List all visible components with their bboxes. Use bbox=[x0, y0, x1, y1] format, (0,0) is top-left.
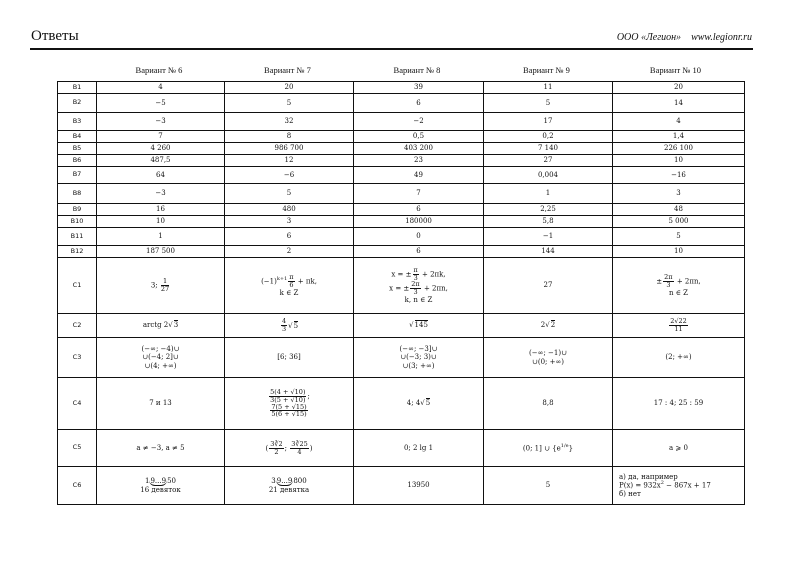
math-text: ∪(−4; 2]∪ bbox=[142, 353, 179, 362]
answer-cell: 4 bbox=[97, 82, 225, 94]
answer-cell bbox=[97, 258, 225, 314]
math-text: (−∞; −1)∪ bbox=[529, 349, 567, 358]
answer-cell: 5 bbox=[225, 94, 354, 113]
answer-cell bbox=[354, 338, 484, 378]
answer-line bbox=[100, 353, 221, 361]
answer-cell: 1 bbox=[97, 228, 225, 246]
answer-cell: 0 bbox=[354, 228, 484, 246]
page-title: Ответы bbox=[31, 28, 79, 44]
radicand: 5 bbox=[425, 399, 431, 408]
math-text: k ∈ Z bbox=[279, 288, 299, 297]
answer-cell: 11 bbox=[484, 82, 613, 94]
math-text: (−1) bbox=[261, 277, 277, 286]
answer-line bbox=[357, 267, 480, 282]
answer-cell bbox=[484, 430, 613, 467]
table-row bbox=[58, 94, 745, 113]
answer-cell: −3 bbox=[97, 184, 225, 204]
math-text: 1 bbox=[145, 476, 150, 485]
answer-cell: 32 bbox=[225, 113, 354, 131]
answer-cell: 12 bbox=[225, 155, 354, 167]
answer-cell: 64 bbox=[97, 167, 225, 184]
denominator: 3 bbox=[413, 288, 418, 297]
answer-line bbox=[228, 477, 350, 486]
answer-cell bbox=[225, 467, 354, 505]
table-row bbox=[58, 82, 745, 94]
math-text: ( bbox=[265, 444, 269, 452]
answer-cell: 17 bbox=[484, 113, 613, 131]
fraction bbox=[669, 318, 688, 333]
answer-cell: 2 bbox=[225, 246, 354, 258]
answer-cell: 7 и 13 bbox=[97, 378, 225, 430]
math-text: n ∈ Z bbox=[668, 288, 688, 297]
answer-line bbox=[616, 274, 741, 289]
answer-cell: 7 bbox=[354, 184, 484, 204]
math-text: 3; bbox=[150, 281, 160, 290]
answer-cell bbox=[97, 338, 225, 378]
answer-cell: 3 bbox=[613, 184, 745, 204]
answer-cell: 6 bbox=[354, 94, 484, 113]
answer-cell: 187 500 bbox=[97, 246, 225, 258]
math-text: ± bbox=[656, 277, 663, 286]
column-header-variant: Вариант № 6 bbox=[135, 65, 183, 75]
answer-cell: 480 bbox=[225, 204, 354, 216]
fraction bbox=[413, 267, 419, 282]
answer-cell bbox=[484, 338, 613, 378]
denominator: 5(6 + √15) bbox=[271, 410, 307, 419]
table-row bbox=[58, 204, 745, 216]
square-root bbox=[420, 399, 430, 407]
task-label: C4 bbox=[58, 378, 97, 430]
column-header-variant: Вариант № 7 bbox=[264, 65, 311, 75]
math-text: + 2πk, bbox=[419, 270, 446, 279]
answer-cell: a ⩾ 0 bbox=[613, 430, 745, 467]
math-text: (−∞; −4)∪ bbox=[141, 345, 180, 354]
math-text: arctg 2 bbox=[142, 321, 169, 330]
answer-cell: 986 700 bbox=[225, 143, 354, 155]
math-text: б) нет bbox=[619, 489, 641, 498]
answer-line bbox=[228, 404, 350, 419]
answer-cell: 6 bbox=[354, 246, 484, 258]
answer-cell: −2 bbox=[354, 113, 484, 131]
task-label: C6 bbox=[58, 467, 97, 505]
table-row bbox=[58, 184, 745, 204]
task-label: C1 bbox=[58, 258, 97, 314]
answer-line bbox=[100, 477, 221, 486]
math-text: 2 bbox=[540, 321, 546, 330]
answer-cell: 14 bbox=[613, 94, 745, 113]
square-root bbox=[168, 321, 178, 329]
answer-cell: 20 bbox=[613, 82, 745, 94]
math-text: ∪(3; +∞) bbox=[402, 361, 435, 370]
math-text: ; bbox=[284, 444, 290, 452]
table-row bbox=[58, 155, 745, 167]
radical-sign: √ bbox=[420, 399, 425, 408]
answer-cell: 17 : 4; 25 : 59 bbox=[613, 378, 745, 430]
numerator: 7(5 + √15) bbox=[271, 402, 307, 411]
answer-line bbox=[228, 486, 350, 494]
answer-cell: 8,8 bbox=[484, 378, 613, 430]
square-root bbox=[409, 321, 428, 329]
answer-line bbox=[616, 289, 741, 297]
answer-cell: 487,5 bbox=[97, 155, 225, 167]
answer-cell: a ≠ −3, a ≠ 5 bbox=[97, 430, 225, 467]
answer-cell: 0; 2 lg 1 bbox=[354, 430, 484, 467]
answer-cell: 1 bbox=[484, 184, 613, 204]
answer-cell bbox=[354, 258, 484, 314]
answer-cell: 144 bbox=[484, 246, 613, 258]
answer-cell bbox=[354, 314, 484, 338]
answer-cell bbox=[613, 314, 745, 338]
numerator: 2π bbox=[664, 273, 673, 282]
answer-cell bbox=[225, 430, 354, 467]
answer-cell: 2,25 bbox=[484, 204, 613, 216]
answer-line bbox=[357, 281, 480, 296]
numerator: 5(4 + √10) bbox=[270, 387, 306, 396]
answer-cell: 3 bbox=[225, 216, 354, 228]
math-text: + πk, bbox=[295, 277, 317, 286]
superscript: 2 bbox=[660, 480, 664, 487]
table-row bbox=[58, 246, 745, 258]
answer-cell: 39 bbox=[354, 82, 484, 94]
column-header-variant: Вариант № 9 bbox=[523, 65, 570, 75]
answer-cell: 6 bbox=[225, 228, 354, 246]
math-text: 50 bbox=[167, 476, 176, 485]
denominator: 3(5 + √10) bbox=[270, 395, 306, 404]
math-text: x = ± bbox=[391, 270, 412, 279]
answer-line bbox=[487, 321, 609, 329]
task-label: B5 bbox=[58, 143, 97, 155]
table-row bbox=[58, 167, 745, 184]
answer-line bbox=[228, 318, 350, 333]
answer-line bbox=[100, 321, 221, 329]
numerator: 4 bbox=[281, 317, 287, 326]
answer-line bbox=[616, 318, 741, 333]
math-text: x = ± bbox=[389, 284, 410, 293]
column-header-variant: Вариант № 10 bbox=[649, 65, 702, 75]
answer-cell: −5 bbox=[97, 94, 225, 113]
math-text: 21 девятка bbox=[268, 486, 310, 494]
square-root bbox=[545, 321, 555, 329]
math-text: ∪(4; +∞) bbox=[144, 361, 177, 370]
table-row bbox=[58, 113, 745, 131]
math-text: 800 bbox=[293, 476, 307, 485]
underbrace-digits: 9...9 bbox=[276, 476, 293, 485]
answer-cell: [6; 36] bbox=[225, 338, 354, 378]
superscript: 1/e bbox=[560, 442, 569, 449]
fraction bbox=[288, 274, 294, 289]
answer-cell bbox=[97, 467, 225, 505]
fraction bbox=[281, 318, 287, 333]
numerator: π bbox=[289, 273, 294, 282]
answer-line bbox=[487, 349, 609, 357]
answer-cell: −3 bbox=[97, 113, 225, 131]
math-text: (0; 1] ∪ {e bbox=[522, 444, 561, 453]
answer-cell: 49 bbox=[354, 167, 484, 184]
numerator: 3∛25 bbox=[291, 439, 308, 448]
answer-cell: 16 bbox=[97, 204, 225, 216]
answer-cell: 48 bbox=[613, 204, 745, 216]
answer-cell bbox=[484, 314, 613, 338]
fraction bbox=[269, 441, 283, 456]
website: www.legionr.ru bbox=[691, 32, 752, 43]
publisher bbox=[607, 32, 752, 43]
answer-cell: 180000 bbox=[354, 216, 484, 228]
radical-sign: √ bbox=[409, 321, 414, 330]
radical-sign: √ bbox=[545, 321, 550, 330]
column-header-variant: Вариант № 8 bbox=[393, 65, 441, 75]
math-text: 16 девяток bbox=[140, 486, 181, 494]
denominator: 4 bbox=[297, 447, 302, 456]
table-row bbox=[58, 378, 745, 430]
answer-cell: 5 000 bbox=[613, 216, 745, 228]
answer-line bbox=[228, 389, 350, 404]
task-label: C2 bbox=[58, 314, 97, 338]
answer-cell: 7 bbox=[97, 131, 225, 143]
column-headers bbox=[95, 65, 740, 75]
answer-cell: 5,8 bbox=[484, 216, 613, 228]
answer-cell: 5 bbox=[484, 94, 613, 113]
answer-cell: 5 bbox=[225, 184, 354, 204]
math-text: 4; 4 bbox=[406, 399, 421, 408]
answer-cell: 0,2 bbox=[484, 131, 613, 143]
denominator: 3 bbox=[281, 325, 287, 333]
answer-cell: 0,004 bbox=[484, 167, 613, 184]
math-text: + 2πn, bbox=[674, 277, 701, 286]
math-text: 3 bbox=[271, 476, 276, 485]
superscript: k+1 bbox=[276, 276, 288, 283]
answer-cell: −6 bbox=[225, 167, 354, 184]
radical-sign: √ bbox=[168, 321, 173, 330]
answer-cell: 226 100 bbox=[613, 143, 745, 155]
answer-cell: −1 bbox=[484, 228, 613, 246]
answer-cell: −16 bbox=[613, 167, 745, 184]
answer-cell: 0,5 bbox=[354, 131, 484, 143]
answer-cell: 20 bbox=[225, 82, 354, 94]
answers-table bbox=[57, 81, 745, 505]
numerator: 2√22 bbox=[670, 317, 687, 326]
answer-line bbox=[619, 473, 741, 481]
math-text: k, n ∈ Z bbox=[404, 296, 433, 305]
answer-line bbox=[100, 345, 221, 353]
fraction bbox=[663, 274, 673, 289]
math-text: + 2πn, bbox=[421, 284, 448, 293]
answer-cell bbox=[225, 378, 354, 430]
answer-cell: 23 bbox=[354, 155, 484, 167]
numerator: 1 bbox=[161, 278, 169, 286]
answer-line bbox=[357, 296, 480, 304]
fraction bbox=[410, 281, 420, 296]
answer-line bbox=[228, 289, 350, 297]
answer-cell: 4 260 bbox=[97, 143, 225, 155]
math-text: − 867x + 17 bbox=[663, 481, 711, 490]
task-label: B7 bbox=[58, 167, 97, 184]
answer-line bbox=[228, 274, 350, 289]
underbrace-digits: 9...9 bbox=[150, 476, 167, 485]
answer-cell: (2; +∞) bbox=[613, 338, 745, 378]
answer-line bbox=[357, 321, 480, 329]
math-text: (−∞; −3]∪ bbox=[399, 345, 438, 354]
answer-line bbox=[228, 441, 350, 456]
answer-cell bbox=[613, 467, 745, 505]
table-row bbox=[58, 143, 745, 155]
math-text: ∪(0; +∞) bbox=[531, 357, 565, 366]
math-text: ∪(−3; 3)∪ bbox=[400, 353, 437, 362]
task-label: C3 bbox=[58, 338, 97, 378]
task-label: B4 bbox=[58, 131, 97, 143]
answer-cell bbox=[97, 314, 225, 338]
table-row bbox=[58, 228, 745, 246]
task-label: B11 bbox=[58, 228, 97, 246]
numerator: 3∛2 bbox=[270, 439, 283, 448]
answer-cell: 27 bbox=[484, 258, 613, 314]
answer-line bbox=[619, 490, 741, 498]
math-text: P(x) = 932x bbox=[619, 481, 661, 490]
answer-cell bbox=[225, 314, 354, 338]
answer-line bbox=[100, 486, 221, 494]
math-text: а) да, например bbox=[619, 473, 678, 482]
fraction bbox=[270, 404, 307, 419]
header-rule bbox=[30, 48, 753, 50]
radical-sign: √ bbox=[288, 321, 293, 330]
answer-cell: 10 bbox=[613, 155, 745, 167]
task-label: B3 bbox=[58, 113, 97, 131]
answer-cell: 403 200 bbox=[354, 143, 484, 155]
denominator: 2 bbox=[274, 447, 279, 456]
denominator: 11 bbox=[674, 325, 683, 333]
numerator: π bbox=[413, 265, 418, 274]
fraction bbox=[161, 278, 169, 293]
task-label: B1 bbox=[58, 82, 97, 94]
numerator: 2π bbox=[411, 280, 420, 289]
radicand: 2 bbox=[550, 321, 556, 330]
task-label: B2 bbox=[58, 94, 97, 113]
math-text: } bbox=[568, 444, 574, 453]
answer-cell: 1,4 bbox=[613, 131, 745, 143]
answer-line bbox=[357, 362, 480, 370]
radicand: 5 bbox=[293, 321, 299, 330]
answer-line bbox=[357, 353, 480, 361]
table-row bbox=[58, 467, 745, 505]
fraction bbox=[290, 441, 309, 456]
answer-cell: 13950 bbox=[354, 467, 484, 505]
task-label: B8 bbox=[58, 184, 97, 204]
answer-line bbox=[487, 444, 609, 452]
answer-cell: 8 bbox=[225, 131, 354, 143]
table-row bbox=[58, 216, 745, 228]
table-row bbox=[58, 258, 745, 314]
answer-cell bbox=[354, 378, 484, 430]
math-text: ) bbox=[309, 444, 313, 452]
table-row bbox=[58, 430, 745, 467]
task-label: B9 bbox=[58, 204, 97, 216]
answer-cell: 5 bbox=[613, 228, 745, 246]
answer-cell: 5 bbox=[484, 467, 613, 505]
answer-cell: 10 bbox=[613, 246, 745, 258]
answer-line bbox=[357, 345, 480, 353]
task-label: C5 bbox=[58, 430, 97, 467]
answer-line bbox=[100, 362, 221, 370]
radicand: 145 bbox=[414, 321, 428, 330]
denominator: 27 bbox=[160, 285, 170, 293]
table-row bbox=[58, 338, 745, 378]
task-label: B12 bbox=[58, 246, 97, 258]
denominator: 3 bbox=[413, 273, 418, 282]
fraction bbox=[269, 389, 306, 404]
square-root bbox=[288, 322, 298, 330]
table-row bbox=[58, 131, 745, 143]
denominator: 3 bbox=[666, 280, 671, 289]
answer-cell: 4 bbox=[613, 113, 745, 131]
table-row bbox=[58, 314, 745, 338]
answer-line bbox=[619, 481, 741, 489]
answer-cell bbox=[613, 258, 745, 314]
answer-line bbox=[487, 358, 609, 366]
answer-cell: 27 bbox=[484, 155, 613, 167]
answer-cell: 10 bbox=[97, 216, 225, 228]
answer-line bbox=[357, 399, 480, 407]
answer-cell bbox=[225, 258, 354, 314]
task-label: B6 bbox=[58, 155, 97, 167]
math-text: ; bbox=[307, 392, 310, 401]
answer-cell: 7 140 bbox=[484, 143, 613, 155]
denominator: 6 bbox=[289, 280, 294, 289]
answer-cell: 6 bbox=[354, 204, 484, 216]
answer-line bbox=[100, 278, 221, 293]
radicand: 3 bbox=[173, 321, 179, 330]
company-name: ООО «Легион» bbox=[616, 32, 682, 43]
task-label: B10 bbox=[58, 216, 97, 228]
